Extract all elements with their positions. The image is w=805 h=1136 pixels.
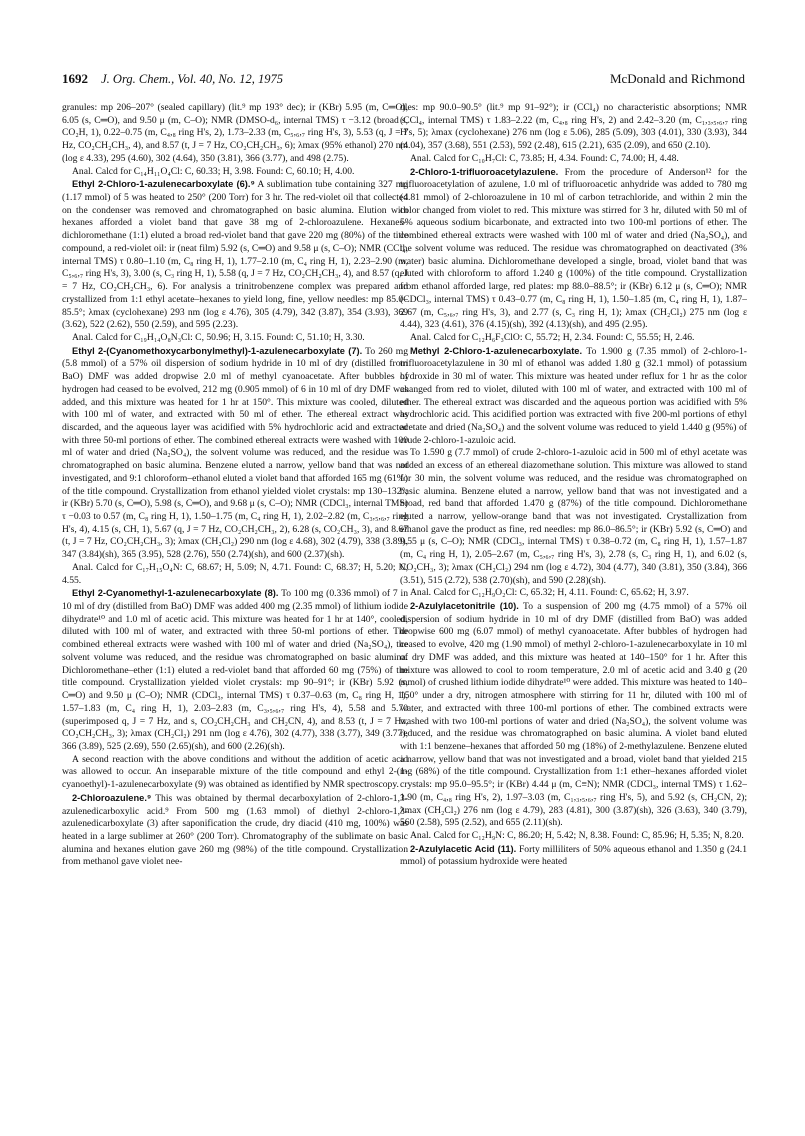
page-number: 1692	[62, 71, 88, 86]
paragraph	[400, 153, 747, 166]
paragraph-text: Forty milliliters of 50% aqueous ethanol and 1.350 g (24.1 mmol) of potassium hydroxide were heated	[400, 843, 747, 868]
section-heading: 2-Chloro-1-trifluoroacetylazulene.	[410, 166, 559, 177]
paragraph	[62, 792, 408, 869]
left-text-column	[62, 102, 408, 1107]
paragraph-text: To 1.590 g (7.7 mmol) of crude 2-chloro-1-azuloic acid in 500 ml of ethyl acetate was added an excess of an ethereal diazomethane solution. This mixture was allowed to stand for 30 min, the solvent volume was reduced, and the residue was chromatographed on basic alumina. Benzene eluted a narrow, yellow band that was not investigated and a broad, red band that afforded 1.470 g (87%) of the title compound. Dichloromethane eluted a narrow, yellow-orange band that was not investigated. Crystallization from ethanol gave the product as fine, red needles: mp 86.0–86.5°; ir (KBr) 5.92 (s, C═O) and 9.55 μ (s, C–O); NMR (CDCl₃, internal TMS) τ 0.38–0.72 (m, C₈ ring H, 1), 1.57–1.87 (m, C₄ ring H, 1), 2.05–2.67 (m, C₅,₆,₇ ring H's, 3), 2.78 (s, C₃ ring H, 1), and 6.02 (s, CO₂CH₃, 3); λmax (CH₂Cl₂) 294 nm (log ε 4.72), 304 (4.77), 340 (3.81), 350 (3.84), 366 (3.51), 515 (2.72), 538 (2.70)(sh), and 590 (2.28)(sh).	[400, 447, 747, 586]
paragraph-text: Anal. Calcd for C₁₂H₉N: C, 86.20; H, 5.42; N, 8.38. Found: C, 85.96; H, 5.35; N, 8.20.	[410, 829, 744, 841]
paragraph-text: To 100 mg (0.336 mmol) of 7 in 10 ml of dry (distilled from BaO) DMF was added 400 mg (2.35 mmol) of lithium iodide dihydrate¹⁰ and 1.0 ml of acetic acid. This mixture was heated for 1 hr at 140°, cooled, diluted with 100 ml of water, and extracted with three 50-ml portions of ether. The combined ethereal extracts were washed with 100 ml of water and dried (Na₂SO₄), the solvent volume was reduced, and the residue was chromatographed on basic alumina. Dichloromethane–ether (1:1) eluted a red-violet band that afforded 60 mg (75%) of the title compound. Crystallization yielded violet crystals: mp 90–91°; ir (KBr) 5.92 (s, C═O) and 9.50 μ (C–O); NMR (CDCl₃, internal TMS) τ 0.37–0.63 (m, C₈ ring H, 1), 1.57–1.83 (m, C₄ ring H, 1), 2.03–2.83 (m, C₃,₅,₆,₇ ring H's, 4), 5.58 and 5.70 (superimposed q, J = 7 Hz, and s, CO₂CH₂CH₃ and CH₂CN, 4), and 8.53 (t, J = 7 Hz, CO₂CH₂CH₃, 3); λmax (CH₂Cl₂) 291 nm (log ε 4.76), 302 (4.77), 338 (3.77), 349 (3.77), 366 (3.89), 525 (2.69), 550 (2.65)(sh), and 600 (2.26)(sh).	[62, 588, 408, 752]
paragraph	[400, 332, 747, 345]
paragraph	[400, 166, 747, 332]
paragraph-text: To 260 mg (5.8 mmol) of a 57% oil dispersion of sodium hydride in 10 ml of dry (distilled from BaO) DMF was added dropwise 2.0 ml of methyl cyanoacetate. After bubbles of hydrogen had ceased to be evolved, 212 mg (0.905 mmol) of 6 in 10 ml of dry DMF was added, and this mixture was heated for 1 hr at 150°. This mixture was cooled, diluted with 100 ml of water, and extracted with 50 ml of ether. The ethereal extract was discarded, and the aqueous layer was acidified with 5% hydrochloric acid and extracted with three 50-ml portions of ether. The combined ethereal extracts were washed with 100 ml of water and dried (Na₂SO₄), the solvent volume was reduced, and the residue was chromatographed on basic alumina. Benzene eluted a narrow, yellow band that was not investigated, and 9:1 chloroform–ethanol eluted a violet band that afforded 165 mg (61%) of the title compound. Crystallization from ethanol yielded violet crystals: mp 130–132°; ir (KBr) 5.70 (s, C═O), 5.98 (s, C═O), and 9.68 μ (s, C–O); NMR (CDCl₃, internal TMS) τ −0.03 to 0.57 (m, C₈ ring H, 1), 1.50–1.75 (m, C₄ ring H, 1), 2.02–2.82 (m, C₃,₅,₆,₇ ring H's, 4), 4.15 (s, CH, 1), 5.67 (q, J = 7 Hz, CO₂CH₂CH₃, 2), 6.28 (s, CO₂CH₃, 3), and 8.67 (t, J = 7 Hz, CO₂CH₂CH₃, 3); λmax (CH₂Cl₂) 290 nm (log ε 4.68), 302 (4.79), 338 (3.89), 347 (3.84)(sh), 365 (3.95), 528 (2.76), 550 (2.74)(sh), and 600 (2.37)(sh).	[62, 345, 408, 561]
paragraph	[62, 332, 408, 345]
section-heading: 2-Azulylacetic Acid (11).	[410, 843, 517, 854]
paragraph-text: To a suspension of 200 mg (4.75 mmol) of a 57% oil dispersion of sodium hydride in 10 ml of dry DMF (distilled from BaO) was added dropwise 600 mg (6.07 mmol) of methyl cyanoacetate. After bubbles of hydrogen had ceased to evolve, 420 mg (1.90 mmol) of methyl 2-chloro-1-azulenecarboxylate in 10 ml of dry DMF was added, and this mixture was heated at 140–150° for 1 hr. After this mixture was allowed to cool to room temperature, 2.0 ml of acetic acid and 3.40 g (20 mmol) of crushed lithium iodide dihydrate¹⁰ were added. This mixture was heated to 140–150° under a dry, nitrogen atmosphere with stirring for 11 hr, diluted with 100 ml of water, and extracted with three 100-ml portions of ether. The combined extracts were washed with two 100-ml portions of water and dried (Na₂SO₄), the solvent volume was reduced, and the residue was chromatographed on basic alumina. A violet band eluted with 1:1 benzene–hexanes that afforded 50 mg (18%) of 2-methylazulene. Benzene eluted a narrow, yellow band that was not investigated and a broad, violet band that yielded 215 mg (68%) of the title compound. Crystallization from 1:1 ether–hexanes afforded violet crystals: mp 95.0–95.5°; ir (KBr) 4.44 μ (m, C≡N); NMR (CDCl₃, internal TMS) τ 1.62–1.90 (m, C₄,₈ ring H's, 2), 1.97–3.03 (m, C₁,₃,₅,₆,₇ ring H's, 5), and 5.92 (s, CH₂CN, 2); λmax (CH₂Cl₂) 276 nm (log ε 4.79), 283 (4.81), 300 (3.87)(sh), 326 (3.63), 340 (3.79), 560 (2.58), 595 (2.52), and 655 (2.11)(sh).	[400, 601, 747, 829]
paragraph	[62, 587, 408, 753]
header-authors: McDonald and Richmond	[609, 71, 745, 86]
paragraph-text: Anal. Calcd for C₁₄H₁₁O₄Cl: C, 60.33; H, 3.98. Found: C, 60.10; H, 4.00.	[72, 165, 355, 177]
paragraph	[62, 166, 408, 179]
section-heading: Ethyl 2-Chloro-1-azulenecarboxylate (6).⁹	[72, 179, 255, 190]
running-header	[62, 71, 745, 91]
paragraph	[62, 562, 408, 587]
paragraph	[62, 345, 408, 562]
paragraph-text: granules: mp 206–207° (sealed capillary) (lit.⁹ mp 193° dec); ir (KBr) 5.95 (m, C═O), 6.05 (s, C═O), and 9.50 μ (m, C–O); NMR (DMSO-d₆, internal TMS) τ −3.12 (broad s, CO₂H, 1), 0.22–0.75 (m, C₄,₈ ring H's, 2), 1.73–2.33 (m, C₅,₆,₇ ring H's, 3), 5.53 (q, J = 7 Hz, CO₂CH₂CH₃, 4), and 8.57 (t, J = 7 Hz, CO₂CH₂CH₃, 6); λmax (95% ethanol) 270 nm (log ε 4.33), 295 (4.60), 302 (4.64), 350 (3.81), 366 (3.77), and 498 (2.75).	[62, 102, 408, 164]
paragraph-text: From the procedure of Anderson¹² for the trifluoroacetylation of azulene, 1.0 ml of trifluoroacetic anhydride was added to 780 mg (4.81 mmol) of 2-chloroazulene in 10 ml of carbon tetrachloride, and within 2 min the color changed from violet to red. This mixture was stirred for 3 hr, diluted with 50 ml of 5% aqueous sodium bicarbonate, and extracted into two 100-ml portions of ether. The combined ethereal extracts were washed with 100 ml of water and dried (Na₂SO₄), and the solvent volume was reduced. The residue was chromatographed on deactivated (3% water) basic alumina. Dichloromethane developed a single, broad, violet band that was eluted with chloroform to afford 1.240 g (100%) of the title compound. Crystallization from ethanol afforded large, red plates: mp 88.0–88.5°; ir (KBr) 6.12 μ (s, C═O); NMR (CDCl₃, internal TMS) τ 0.43–0.77 (m, C₈ ring H, 1), 1.50–1.85 (m, C₄ ring H, 1), 1.87–2.67 (m, C₅,₆,₇ ring H's, 3), and 2.77 (s, C₃ ring H, 1); λmax (CH₂Cl₂) 275 nm (log ε 4.44), 323 (4.61), 376 (4.15)(sh), 392 (4.13)(sh), and 495 (2.95).	[400, 166, 747, 331]
paragraph	[400, 830, 747, 843]
paragraph	[400, 843, 747, 869]
section-heading: 2-Azulylacetonitrile (10).	[410, 601, 519, 612]
section-heading: Methyl 2-Chloro-1-azulenecarboxylate.	[410, 345, 583, 356]
paragraph	[400, 102, 747, 153]
journal-citation: J. Org. Chem., Vol. 40, No. 12, 1975	[101, 72, 283, 86]
paragraph-text: Anal. Calcd for C₁₇H₁₅O₄N: C, 68.67; H, 5.09; N, 4.71. Found: C, 68.37; H, 5.20; N, 4.55.	[62, 561, 408, 586]
paragraph	[62, 178, 408, 332]
paragraph	[62, 102, 408, 166]
paragraph-text: A second reaction with the above conditions and without the addition of acetic acid was allowed to occur. An inseparable mixture of the title compound and ethyl 2-(1-cyanoethyl)-1-azulenecarboxylate (9) was obtained as identified by NMR spectroscopy.	[62, 753, 408, 791]
paragraph-text: Anal. Calcd for C₁₂H₆F₃ClO: C, 55.72; H, 2.34. Found: C, 55.55; H, 2.46.	[410, 331, 695, 343]
paragraph	[400, 587, 747, 600]
paragraph-text: dles: mp 90.0–90.5° (lit.⁹ mp 91–92°); ir (CCl₄) no characteristic absorptions; NMR (CCl₄, internal TMS) τ 1.83–2.22 (m, C₄,₈ ring H's, 2) and 2.42–3.20 (m, C₁,₃,₅,₆,₇ ring H's, 5); λmax (cyclohexane) 276 nm (log ε 5.06), 285 (5.09), 303 (4.01), 330 (3.93), 344 (4.04), 357 (3.68), 551 (2.53), 592 (2.48), 615 (2.21), 635 (2.09), and 650 (2.10).	[400, 102, 747, 152]
paragraph	[62, 754, 408, 792]
header-left	[62, 71, 283, 87]
section-heading: Ethyl 2-(Cyanomethoxycarbonylmethyl)-1-azulenecarboxylate (7).	[72, 345, 363, 356]
paragraph-text: Anal. Calcd for C₁₀H₇Cl: C, 73.85; H, 4.34. Found: C, 74.00; H, 4.48.	[410, 152, 679, 164]
paragraph-text: This was obtained by thermal decarboxylation of 2-chloro-1,3-azulenedicarboxylic acid.⁹ From 500 mg (1.63 mmol) of diethyl 2-chloro-1,3-azulenedicarboxylate (3) after saponification the crude, dry diacid (410 mg, 100%) was heated in a large sublimer at 260° (200 Torr). Chromatography of the sublimate on basic alumina and hexanes elution gave 260 mg (98%) of the title compound. Crystallization from methanol gave violet nee-	[62, 792, 408, 868]
paragraph	[400, 600, 747, 830]
section-heading: Ethyl 2-Cyanomethyl-1-azulenecarboxylate (8).	[72, 588, 279, 599]
right-text-column	[400, 102, 747, 1107]
section-heading: 2-Chloroazulene.⁹	[72, 792, 152, 803]
paragraph-text: A sublimation tube containing 327 mg (1.17 mmol) of 5 was heated to 250° (200 Torr) for 3 hr. The red-violet oil that collected on the condenser was removed and chromatographed on basic alumina. Elution with hexanes afforded a violet band that gave 38 mg of 2-chloroazulene. Hexanes–dichloromethane (1:1) eluted a broad red-violet band that gave 220 mg (80%) of the title compound, a red-violet oil: ir (neat film) 5.92 (s, C═O) and 9.58 μ (s, C–O); NMR (CCl₄, internal TMS) τ 0.80–1.10 (m, C₈ ring H, 1), 1.77–2.10 (m, C₄ ring H, 1), 2.23–2.90 (m, C₅,₆,₇ ring H's, 3), 3.00 (s, C₃ ring H, 1), 5.58 (q, J = 7 Hz, CO₂CH₂CH₃, 4), and 8.57 (q, J = 7 Hz, CO₂CH₂CH₃, 6). For analysis a trinitrobenzene complex was prepared and crystallized from 1:1 ethyl acetate–hexanes to yield long, fine, yellow needles: mp 85.0–85.5°; λmax (cyclohexane) 293 nm (log ε 4.76), 305 (4.79), 342 (3.87), 354 (3.93), 369 (3.62), 522 (2.62), 550 (2.59), and 595 (2.23).	[62, 179, 408, 331]
paragraph	[400, 345, 747, 448]
paragraph-text: To 1.900 g (7.35 mmol) of 2-chloro-1-trifluoroacetylazulene in 30 ml of ethanol was added 1.80 g (32.1 mmol) of potassium hydroxide in 30 ml of water. This mixture was heated under reflux for 1 hr as the color changed from red to violet, diluted with 100 ml of water, and extracted with 100 ml of ether. The ethereal extract was discarded and the aqueous portion was acidified with 5% hydrochloric acid. This acidified portion was extracted with five 200-ml portions of ethyl acetate and dried (Na₂SO₄) and the solvent volume was reduced to yield 1.440 g (95%) of crude 2-chloro-1-azuloic acid.	[400, 345, 747, 446]
paragraph	[400, 447, 747, 587]
paragraph-text: Anal. Calcd for C₁₂H₉O₂Cl: C, 65.32; H, 4.11. Found: C, 65.62; H, 3.97.	[410, 587, 689, 599]
paragraph-text: Anal. Calcd for C₁₉H₁₄O₈N₃Cl: C, 50.96; H, 3.15. Found: C, 51.10; H, 3.30.	[72, 331, 365, 343]
